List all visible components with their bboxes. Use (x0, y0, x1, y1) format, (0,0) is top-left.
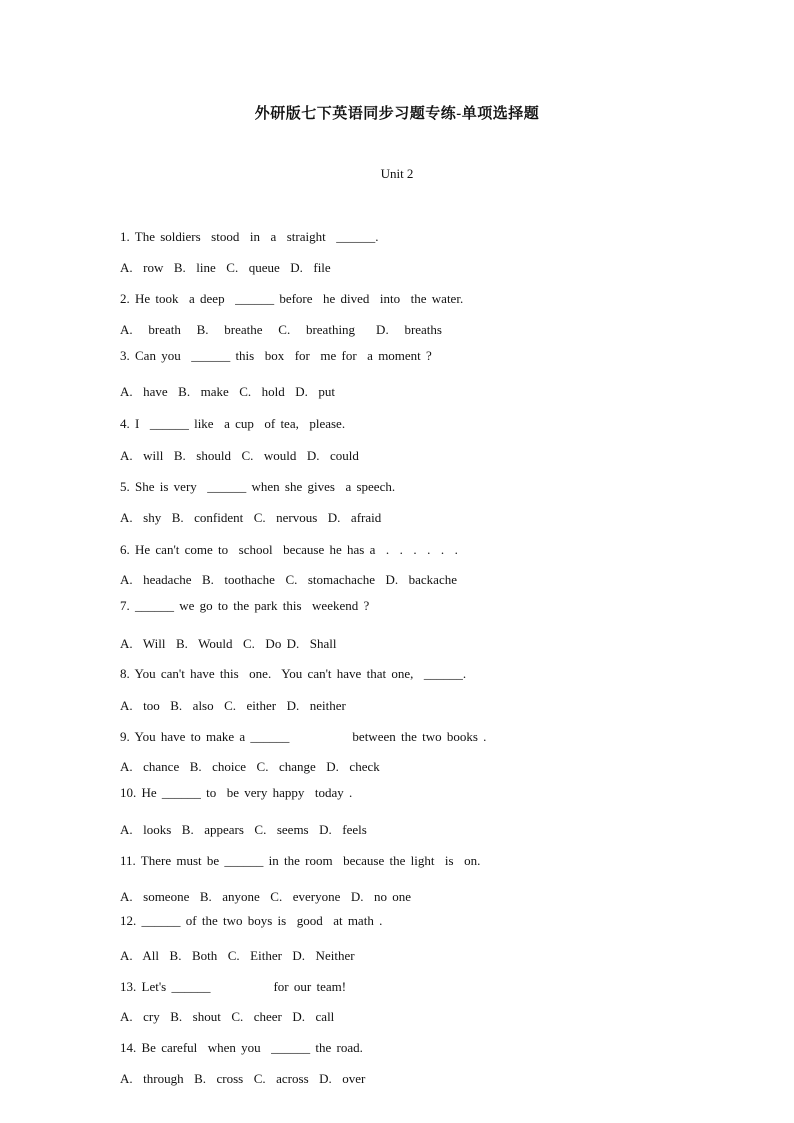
question-stem-1: 1. The soldiers stood in a straight ______. (120, 229, 379, 244)
question-stem-5: 5. She is very ______ when she gives a speech. (120, 479, 396, 494)
question-stem-14: 14. Be careful when you ______ the road. (120, 1040, 363, 1055)
question-stem-13: 13. Let's ______ for our team! (120, 979, 347, 994)
unit-heading: Unit 2 (380, 166, 414, 181)
question-options-8: A. too B. also C. either D. neither (120, 698, 346, 713)
question-stem-9: 9. You have to make a ______ between the two books . (120, 729, 487, 744)
question-options-14: A. through B. cross C. across D. over (120, 1071, 366, 1086)
question-options-3: A. have B. make C. hold D. put (120, 384, 336, 399)
question-stem-11: 11. There must be ______ in the room because the light is on. (120, 853, 481, 868)
question-stem-6: 6. He can't come to school because he has a . . . . . . (120, 542, 458, 557)
question-stem-12: 12. ______ of the two boys is good at math . (120, 913, 383, 928)
document-title: 外研版七下英语同步习题专练-单项选择题 (254, 106, 540, 122)
question-stem-3: 3. Can you ______ this box for me for a moment ? (120, 348, 432, 363)
question-options-5: A. shy B. confident C. nervous D. afraid (120, 510, 382, 525)
question-stem-7: 7. ______ we go to the park this weekend ? (120, 598, 370, 613)
question-stem-4: 4. I ______ like a cup of tea, please. (120, 416, 346, 431)
question-options-7: A. Will B. Would C. Do D. Shall (120, 636, 337, 651)
question-options-12: A. All B. Both C. Either D. Neither (120, 948, 355, 963)
question-stem-10: 10. He ______ to be very happy today . (120, 785, 353, 800)
question-stem-2: 2. He took a deep ______ before he dived into the water. (120, 291, 464, 306)
question-stem-8: 8. You can't have this one. You can't have that one, ______. (120, 666, 467, 681)
question-options-10: A. looks B. appears C. seems D. feels (120, 822, 367, 837)
question-options-11: A. someone B. anyone C. everyone D. no one (120, 889, 412, 904)
question-options-4: A. will B. should C. would D. could (120, 448, 359, 463)
question-options-1: A. row B. line C. queue D. file (120, 260, 331, 275)
question-options-2: A. breath B. breathe C. breathing D. breaths (120, 322, 442, 337)
question-options-13: A. cry B. shout C. cheer D. call (120, 1009, 335, 1024)
question-options-6: A. headache B. toothache C. stomachache D. backache (120, 572, 457, 587)
question-options-9: A. chance B. choice C. change D. check (120, 759, 380, 774)
